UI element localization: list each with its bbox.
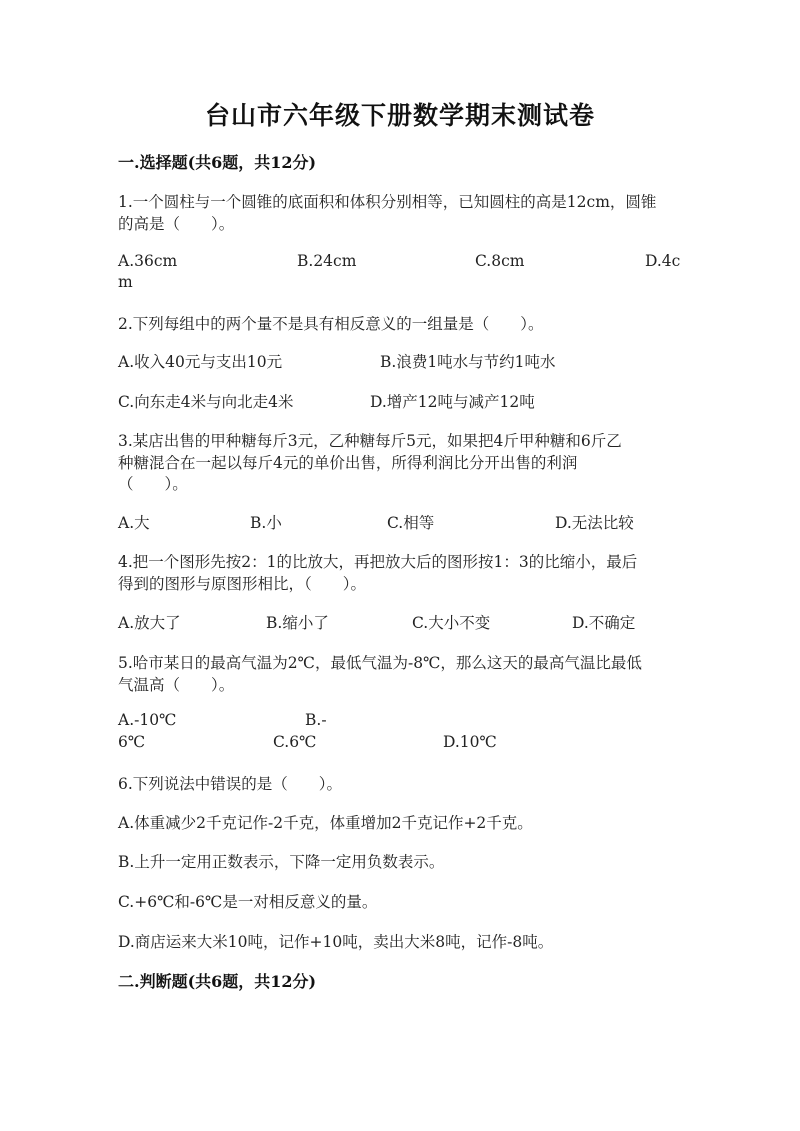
question-2-option-a: A.收入40元与支出10元 [118,353,283,371]
question-3-line-1: 3.某店出售的甲种糖每斤3元，乙种糖每斤5元，如果把4斤甲种糖和6斤乙 [118,432,622,450]
question-3-option-a: A.大 [118,514,150,532]
question-1-line-1: 1.一个圆柱与一个圆锥的底面积和体积分别相等，已知圆柱的高是12cm，圆锥 [118,193,657,211]
question-1-option-a: A.36cm [118,252,178,270]
question-2-line-1: 2.下列每组中的两个量不是具有相反意义的一组量是（ ）。 [118,315,544,333]
question-4-line-1: 4.把一个图形先按2：1的比放大，再把放大后的图形按1：3的比缩小，最后 [118,553,638,571]
question-1-line-2: 的高是（ ）。 [118,215,235,233]
question-6-option-b: B.上升一定用正数表示，下降一定用负数表示。 [118,853,445,871]
question-1-option-c: C.8cm [475,252,525,270]
question-6-option-a: A.体重减少2千克记作-2千克，体重增加2千克记作+2千克。 [118,814,533,832]
question-1-option-d-wrap: m [118,273,133,291]
question-2-option-b: B.浪费1吨水与节约1吨水 [380,353,556,371]
section-heading-choice: 一.选择题(共6题，共12分) [118,153,317,172]
question-5-option-c: C.6℃ [273,733,317,751]
question-1-option-b: B.24cm [297,252,357,270]
question-3-line-3: （ ）。 [118,475,188,493]
question-6-line-1: 6.下列说法中错误的是（ ）。 [118,775,343,793]
question-3-option-c: C.相等 [387,514,435,532]
page-title: 台山市六年级下册数学期末测试卷 [204,101,595,130]
question-4-option-c: C.大小不变 [412,614,491,632]
question-1-option-d: D.4c [645,252,681,270]
question-3-option-d: D.无法比较 [555,514,634,532]
question-5-option-b: B.- [305,711,327,729]
question-4-line-2: 得到的图形与原图形相比，（ ）。 [118,575,367,593]
question-5-option-b-wrap: 6℃ [118,733,146,751]
question-4-option-d: D.不确定 [572,614,636,632]
question-2-option-c: C.向东走4米与向北走4米 [118,393,294,411]
question-3-line-2: 种糖混合在一起以每斤4元的单价出售，所得利润比分开出售的利润 [118,454,578,472]
section-heading-judgement: 二.判断题(共6题，共12分) [118,972,317,991]
question-3-option-b: B.小 [250,514,282,532]
question-5-option-a: A.-10℃ [118,711,177,729]
question-5-line-1: 5.哈市某日的最高气温为2℃，最低气温为-8℃，那么这天的最高气温比最低 [118,654,642,672]
question-5-line-2: 气温高（ ）。 [118,676,235,694]
question-4-option-a: A.放大了 [118,614,181,632]
question-4-option-b: B.缩小了 [266,614,329,632]
question-2-option-d: D.增产12吨与减产12吨 [370,393,535,411]
question-6-option-c: C.+6℃和-6℃是一对相反意义的量。 [118,893,378,911]
question-5-option-d: D.10℃ [443,733,497,751]
question-6-option-d: D.商店运来大米10吨，记作+10吨，卖出大米8吨，记作-8吨。 [118,933,554,951]
